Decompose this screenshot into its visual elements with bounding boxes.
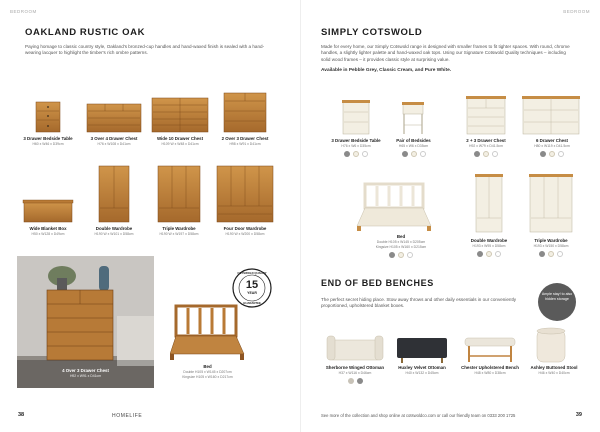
product-cream-double-wardrobe[interactable]: Double Wardrobe H193 x W95 x D58cm: [461, 238, 517, 257]
swatch-pebble-grey[interactable]: [477, 251, 483, 257]
swatch-pebble-grey[interactable]: [474, 151, 480, 157]
swatch-pure-white[interactable]: [492, 151, 498, 157]
lifestyle-photo: [17, 256, 154, 388]
badge-unit: YEAR: [247, 291, 257, 295]
badge-bottom-text: GUARANTEE: [243, 301, 261, 305]
product-three-over-four-chest[interactable]: 3 Over 4 Drawer Chest H76 x W108 x D41cm: [90, 136, 138, 146]
three-over-four-chest-image: [87, 104, 141, 132]
intro-text: Paying homage to classic country style, Oakland's bronzed-cup handles and hand-waxed finish is sealed with a hand-wearing lacquer to highlight the timber's rich ombre patterns.: [25, 44, 265, 56]
swatch-pebble-grey[interactable]: [540, 151, 546, 157]
storage-callout: Ample stay! to also hidden storage: [538, 283, 576, 321]
photo-caption: 4 Over 3 Drawer Chest H92 x W91 x D41cm: [62, 368, 109, 378]
section-tag-right: BEDROOM: [563, 9, 590, 14]
benches-title: END OF BED BENCHES: [321, 278, 434, 288]
footer-text[interactable]: See more of the collection and shop online at cotswoldco.com or call our friendly team on 0333 200 1725: [321, 413, 516, 418]
product-wide-blanket-box[interactable]: Wide Blanket Box H50 x W128 x D49cm: [29, 226, 67, 236]
colour-swatches: [521, 151, 583, 157]
product-six-drawer-chest[interactable]: 6 Drawer Chest H80 x W119 x D41.5cm: [521, 138, 583, 157]
blanket-box-image: [23, 200, 73, 222]
product-wide-ten-drawer-chest[interactable]: Wide 10 Drawer Chest H109 W x W48 x D41cm: [156, 136, 204, 146]
product-pair-of-bedsides[interactable]: Pair of Bedsides H65 x W6 x D35cm: [386, 138, 441, 157]
page-title: OAKLAND RUSTIC OAK: [25, 27, 146, 38]
colour-swatches: [456, 151, 516, 157]
colour-swatches: [523, 251, 579, 257]
cream-double-wardrobe-image: [475, 174, 503, 232]
swatch-grey[interactable]: [357, 378, 363, 384]
badge-top-text: COTSWOLD QUALITY: [237, 271, 267, 275]
swatch-classic-cream[interactable]: [548, 251, 554, 257]
swatch-pure-white[interactable]: [362, 151, 368, 157]
product-ashley-stool[interactable]: Ashley Buttoned Stool H46 x W40 x D40cm: [530, 365, 578, 375]
cream-six-drawer-chest-image: [522, 96, 580, 134]
product-two-over-three-chest[interactable]: 2 Over 3 Drawer Chest H98 x W91 x D41cm: [221, 136, 269, 146]
chester-bench-image: [465, 338, 515, 362]
swatch-pure-white[interactable]: [495, 251, 501, 257]
colour-swatches: [326, 151, 386, 157]
two-over-three-chest-image: [224, 93, 266, 132]
swatch-classic-cream[interactable]: [398, 252, 404, 258]
product-cream-bedside[interactable]: 3 Drawer Bedside Table H76 x W6 x D35cm: [326, 138, 386, 157]
cream-bedside-image: [342, 100, 370, 134]
swatch-classic-cream[interactable]: [411, 151, 417, 157]
product-four-door-wardrobe[interactable]: Four Door Wardrobe H190 W x W200 x D58cm: [223, 226, 267, 236]
oak-furniture-row-1: [0, 90, 300, 140]
cream-two-three-chest-image: [466, 96, 506, 134]
availability-text: Available in Pebble Grey, Classic Cream, and Pure White.: [321, 68, 452, 73]
page-title-right: SIMPLY COTSWOLD: [321, 27, 423, 38]
cream-furniture-row-2: [301, 172, 600, 234]
triple-wardrobe-image: [158, 166, 200, 222]
intro-text-right: Made for every home, our Simply Cotswold range is designed with smaller frames to fit tighter spaces. With round, chrome handles, a slightly lighter palette and hand-waxed oak tops. Using our Signature Cotswold Quality techniques – including solid wood frames – it provides classic style at surprising value.: [321, 44, 570, 62]
sherborne-ottoman-image: [327, 336, 383, 360]
cream-pair-bedsides-image: [402, 102, 424, 134]
page-number-left: 38: [18, 412, 25, 418]
swatch-classic-cream[interactable]: [486, 251, 492, 257]
swatch-pebble-grey[interactable]: [389, 252, 395, 258]
product-double-wardrobe[interactable]: Double Wardrobe H190 W x W101 x D58cm: [94, 226, 134, 236]
huxley-velvet-ottoman-image: [397, 338, 447, 363]
swatch-pure-white[interactable]: [407, 252, 413, 258]
product-cream-bed[interactable]: Bed Double H105 x W145 x D205cm Kingsize H105 x W160 x D215cm: [356, 234, 446, 258]
colour-swatches: [386, 151, 441, 157]
product-oak-bed[interactable]: Bed Double H105 x W145 x D207cm Kingsize H105 x W160 x D217cm: [182, 364, 233, 379]
right-page: [300, 0, 600, 432]
double-wardrobe-image: [99, 166, 129, 222]
benches-intro: The perfect secret hiding place. Stow away throws and other daily essentials in our conveniently proportioned, upholstered blanket boxes.: [321, 297, 517, 309]
product-sherborne-ottoman[interactable]: Sherborne Winged Ottoman H37 x W116 x D46cm: [323, 365, 387, 384]
swatch-classic-cream[interactable]: [353, 151, 359, 157]
benches-row: [301, 326, 600, 366]
colour-swatches: [356, 252, 446, 258]
badge-number: 15: [245, 279, 259, 291]
bedside-table-image: [36, 102, 60, 132]
colour-swatches: [323, 378, 387, 384]
product-chester-bench[interactable]: Chester Upholstered Bench H48 x W80 x D38cm: [461, 365, 519, 375]
oak-bed-image: [170, 302, 250, 362]
swatch-pebble-grey[interactable]: [539, 251, 545, 257]
page-number-right: 39: [575, 412, 582, 418]
footer-brand: HOMELIFE: [112, 413, 143, 419]
swatch-pebble-grey[interactable]: [344, 151, 350, 157]
swatch-pure-white[interactable]: [420, 151, 426, 157]
swatch-pure-white[interactable]: [558, 151, 564, 157]
swatch-classic-cream[interactable]: [483, 151, 489, 157]
cream-triple-wardrobe-image: [529, 174, 573, 232]
product-bedside-table[interactable]: 3 Drawer Bedside Table H60 x W46 x D39cm: [23, 136, 73, 146]
product-triple-wardrobe[interactable]: Triple Wardrobe H190 W x W197 x D58cm: [159, 226, 199, 236]
four-door-wardrobe-image: [217, 166, 273, 222]
colour-swatches: [461, 251, 517, 257]
swatch-stone[interactable]: [348, 378, 354, 384]
wide-ten-drawer-chest-image: [152, 98, 208, 132]
swatch-pebble-grey[interactable]: [402, 151, 408, 157]
swatch-pure-white[interactable]: [557, 251, 563, 257]
cream-furniture-row-1: [301, 92, 600, 137]
product-cream-triple-wardrobe[interactable]: Triple Wardrobe H193 x W150 x D58cm: [523, 238, 579, 257]
cream-bed-image: [357, 184, 431, 231]
oak-furniture-row-2: [0, 160, 300, 225]
swatch-classic-cream[interactable]: [549, 151, 555, 157]
ashley-stool-image: [537, 328, 565, 362]
product-two-three-chest[interactable]: 2 + 3 Drawer Chest H92 x W79 x D41.5cm: [456, 138, 516, 157]
section-tag: BEDROOM: [10, 9, 37, 14]
product-huxley-ottoman[interactable]: Huxley Velvet Ottoman H40 x W132 x D45cm: [398, 365, 446, 375]
